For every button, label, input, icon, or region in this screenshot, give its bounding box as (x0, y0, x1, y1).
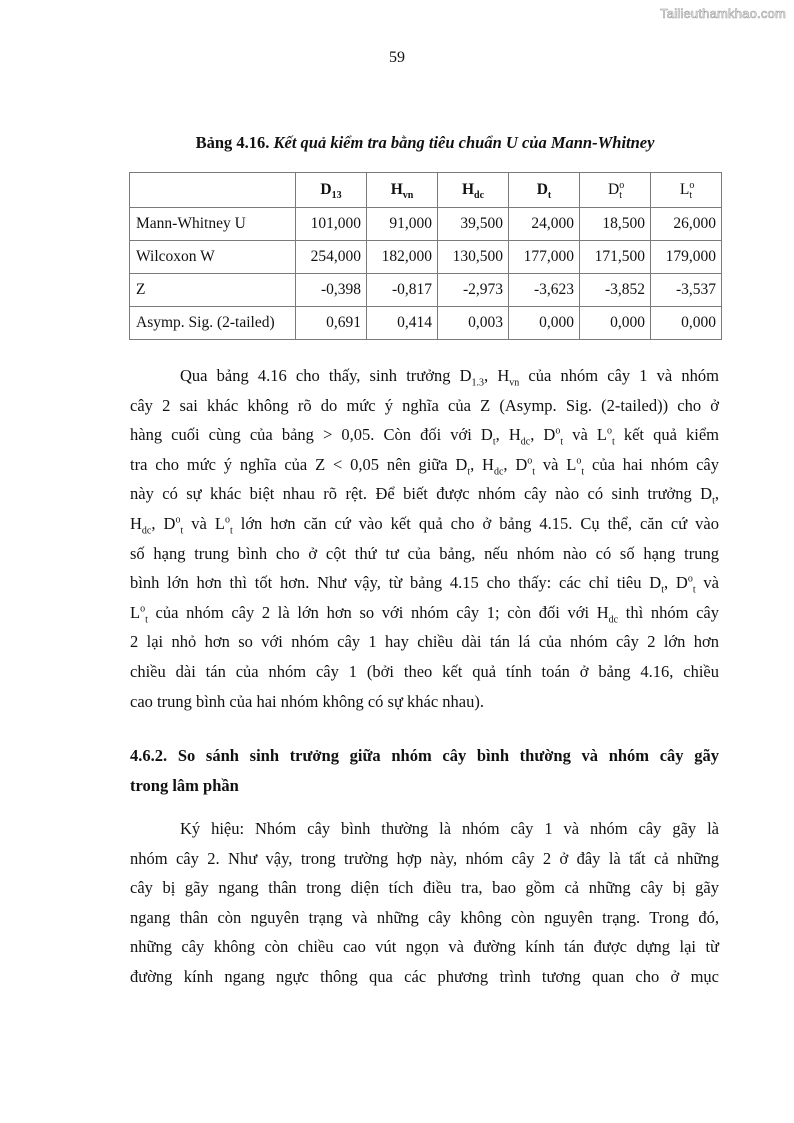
heading-line: trong lâm phần (130, 775, 239, 795)
text-line: chiều dài tán của nhóm cây 1 (bởi theo kết quả tính toán ở bảng 4.16, chiều (130, 661, 719, 681)
cell: -0,817 (367, 274, 438, 307)
section-heading-4-6-2 (130, 741, 719, 800)
text-line: Ký hiệu: Nhóm cây bình thường là nhóm cây 1 và nhóm cây gãy là (180, 819, 719, 838)
cell: 0,691 (296, 307, 367, 340)
cell: -3,852 (580, 274, 651, 307)
cell: 91,000 (367, 208, 438, 241)
table-row (130, 241, 722, 274)
text-line: những cây không còn chiều cao vút ngọn và đường kính tán được dựng lại từ (130, 937, 719, 957)
cell: 26,000 (651, 208, 722, 241)
table-header-row (130, 173, 722, 208)
text-line: hàng cuối cùng của bảng > 0,05. Còn đối với $D_t$, $H_{dc}$, $D^o_t$ và $L^o_t$ kết quả kiểm (130, 425, 719, 448)
cell: 101,000 (296, 208, 367, 241)
cell: 24,000 (509, 208, 580, 241)
header-lot: $L^o_t$ (651, 173, 722, 208)
cell: 0,000 (509, 307, 580, 340)
text-line: $H_{dc}$, $D^o_t$ và $L^o_t$ lớn hơn căn cứ vào kết quả cho ở bảng 4.15. Cụ thể, căn cứ vào (130, 513, 720, 537)
caption-label: Bảng 4.16. (195, 133, 270, 152)
text-line: này có sự khác biệt nhau rõ rệt. Để biết được nhóm cây nào có sinh trưởng $D_t$, (130, 484, 719, 507)
header-dt: $D_t$ (509, 173, 580, 208)
cell: -0,398 (296, 274, 367, 307)
table-caption (0, 133, 794, 153)
cell: 182,000 (367, 241, 438, 274)
cell: -2,973 (438, 274, 509, 307)
cell: 179,000 (651, 241, 722, 274)
text-line: tra cho mức ý nghĩa của Z < 0,05 nên giữa $D_t$, $H_{dc}$, $D^o_t$ và $L^o_t$ của hai nhóm cây (130, 454, 720, 478)
cell: 0,000 (651, 307, 722, 340)
text-line: nhóm cây 2. Như vậy, trong trường hợp này, nhóm cây 2 ở đây là tất cả những (130, 848, 719, 868)
text-line: đường kính ngang ngực thông qua các phương trình tương quan cho ở mục (130, 966, 719, 986)
header-empty (130, 173, 296, 208)
cell: 171,500 (580, 241, 651, 274)
table-row (130, 208, 722, 241)
watermark: Tailieuthamkhao.com (660, 6, 786, 21)
text-line: 2 lại nhỏ hơn so với nhóm cây 1 hay chiều dài tán lá của nhóm cây 2 lớn hơn (130, 632, 719, 652)
cell: 254,000 (296, 241, 367, 274)
cell: 0,003 (438, 307, 509, 340)
text-line: cao trung bình của hai nhóm không có sự khác nhau). (130, 691, 484, 711)
row-label: Z (130, 274, 296, 307)
header-dot: $D^o_t$ (580, 173, 651, 208)
text-line: bình lớn hơn thì tốt hơn. Như vậy, từ bảng 4.15 cho thấy: các chỉ tiêu $D_t$, $D^o_t$ và (130, 573, 719, 596)
cell: 130,500 (438, 241, 509, 274)
cell: 177,000 (509, 241, 580, 274)
table-row (130, 307, 722, 340)
table-row (130, 274, 722, 307)
text-line: $L^o_t$ của nhóm cây 2 là lớn hơn so với nhóm cây 1; còn đối với $H_{dc}$ thì nhóm cây (130, 602, 720, 626)
paragraph-notation (130, 814, 719, 992)
text-line: Qua bảng 4.16 cho thấy, sinh trưởng $D_{1.3}$, $H_{vn}$ của nhóm cây 1 và nhóm (180, 366, 719, 389)
row-label: Mann-Whitney U (130, 208, 296, 241)
cell: 39,500 (438, 208, 509, 241)
cell: -3,537 (651, 274, 722, 307)
page-number: 59 (389, 49, 405, 66)
text-line: số hạng trung bình cho ở cột thứ tư của bảng, nếu nhóm nào có số hạng trung (130, 543, 719, 563)
text-line: cây 2 sai khác không rõ do mức ý nghĩa của Z (Asymp. Sig. (2-tailed)) cho ở (130, 395, 719, 415)
cell: -3,623 (509, 274, 580, 307)
header-d13: $D_{13}$ (296, 173, 367, 208)
row-label: Asymp. Sig. (2-tailed) (130, 307, 296, 340)
heading-line: 4.6.2. So sánh sinh trưởng giữa nhóm cây bình thường và nhóm cây gãy (130, 746, 719, 765)
paragraph-table-analysis (130, 361, 719, 716)
cell: 18,500 (580, 208, 651, 241)
mann-whitney-table (129, 172, 722, 340)
text-line: cây bị gãy ngang thân trong diện tích điều tra, bao gồm cả những cây bị gãy (130, 878, 719, 898)
caption-title: Kết quả kiểm tra bằng tiêu chuẩn U của Mann-Whitney (273, 133, 655, 152)
header-hvn: $H_{vn}$ (367, 173, 438, 208)
header-hdc: $H_{dc}$ (438, 173, 509, 208)
cell: 0,414 (367, 307, 438, 340)
text-line: ngang thân còn nguyên trạng và những cây không còn nguyên trạng. Trong đó, (130, 907, 719, 927)
row-label: Wilcoxon W (130, 241, 296, 274)
cell: 0,000 (580, 307, 651, 340)
